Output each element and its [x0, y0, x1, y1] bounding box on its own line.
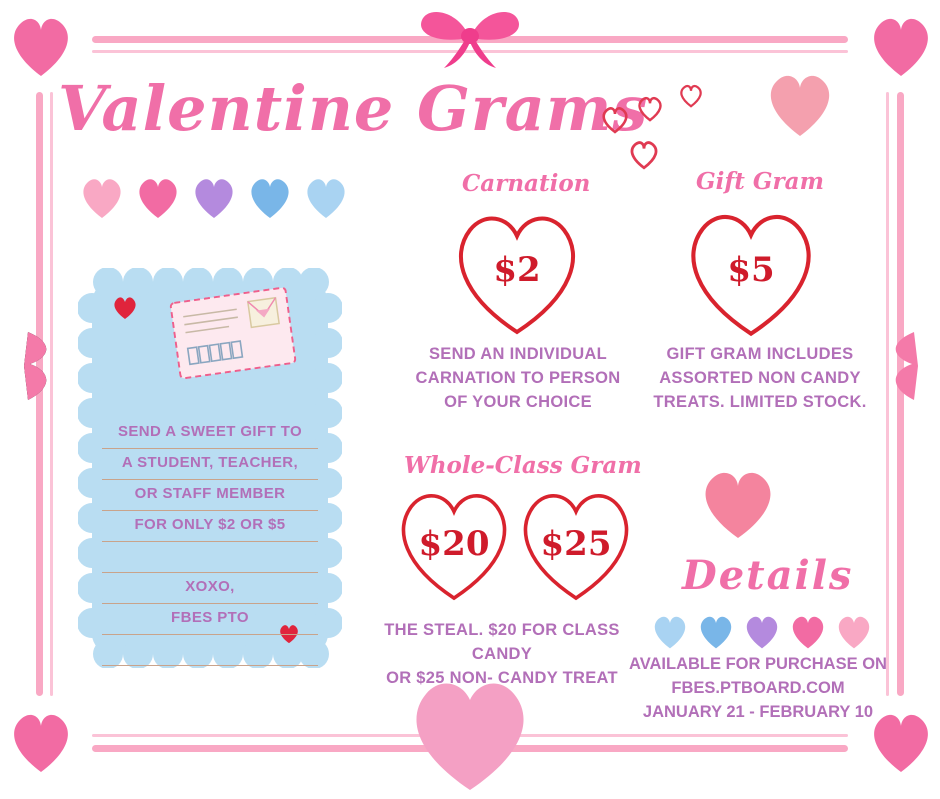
details-line: AVAILABLE FOR PURCHASE ON [629, 655, 887, 673]
card-line: FBES PTO [102, 604, 318, 635]
side-ribbon-right [884, 330, 920, 407]
corner-heart-bottom-left [6, 710, 68, 768]
bow-icon [410, 4, 530, 75]
carnation-desc-line: CARNATION TO PERSON [415, 369, 621, 387]
gift-gram-desc-line: TREATS. LIMITED STOCK. [653, 393, 867, 411]
doodle-heart-4 [628, 140, 660, 175]
corner-heart-top-right [866, 14, 928, 72]
sketch-heart-top-right [762, 70, 838, 145]
card-line: XOXO, [102, 573, 318, 604]
details-line: JANUARY 21 - FEBRUARY 10 [642, 703, 874, 721]
doodle-heart-3 [678, 84, 704, 113]
row-heart-5 [302, 176, 350, 220]
carnation-price-heart [446, 208, 588, 336]
card-line [102, 635, 318, 666]
row-heart-3 [190, 176, 238, 220]
gift-gram-desc-line: GIFT GRAM INCLUDES [666, 345, 854, 363]
carnation-description [404, 342, 632, 414]
card-line: SEND A SWEET GIFT TO [102, 418, 318, 449]
bottom-center-heart [404, 674, 536, 799]
details-line[interactable]: FBES.PTBOARD.COM [671, 679, 845, 697]
page-title: Valentine Grams [58, 72, 649, 145]
carnation-label: Carnation [462, 170, 591, 197]
details-title: Details [682, 552, 854, 599]
whole-class-gram-label: Whole-Class Gram [404, 452, 642, 479]
details-heart-row [650, 614, 874, 650]
carnation-price: $2 [493, 250, 541, 290]
side-ribbon-left [22, 330, 58, 407]
whole-class-desc-line: OR $25 NON- CANDY TREAT [386, 669, 618, 687]
gift-gram-desc-line: ASSORTED NON CANDY [659, 369, 861, 387]
card-line: OR STAFF MEMBER [102, 480, 318, 511]
gift-gram-label: Gift Gram [696, 168, 824, 195]
gift-gram-price: $5 [727, 250, 775, 290]
card-line [102, 542, 318, 573]
details-text [628, 652, 888, 724]
row-heart-4 [246, 176, 294, 220]
heart-row [78, 176, 350, 220]
details-heart-1 [650, 614, 690, 650]
gift-gram-description [640, 342, 880, 414]
whole-class-price-25: $25 [540, 524, 612, 564]
carnation-desc-line: OF YOUR CHOICE [444, 393, 592, 411]
whole-class-price-heart-20 [390, 486, 518, 602]
whole-class-price-20: $20 [418, 524, 490, 564]
card-message [102, 418, 318, 666]
row-heart-2 [134, 176, 182, 220]
doodle-heart-2 [636, 96, 664, 127]
card-heart-icon [112, 296, 138, 325]
details-heart-5 [834, 614, 874, 650]
whole-class-desc-line: THE STEAL. $20 FOR CLASS CANDY [384, 621, 620, 663]
greeting-card [78, 268, 342, 668]
corner-heart-top-left [6, 14, 68, 72]
card-line: A STUDENT, TEACHER, [102, 449, 318, 480]
row-heart-1 [78, 176, 126, 220]
card-line: FOR ONLY $2 OR $5 [102, 511, 318, 542]
details-heart-4 [788, 614, 828, 650]
details-heart-3 [742, 614, 782, 650]
doodle-heart-1 [600, 106, 630, 139]
envelope-icon [169, 286, 297, 380]
sketch-heart-details [696, 466, 780, 547]
gift-gram-price-heart [678, 206, 824, 338]
carnation-desc-line: SEND AN INDIVIDUAL [428, 345, 608, 363]
details-heart-2 [696, 614, 736, 650]
whole-class-price-heart-25 [512, 486, 640, 602]
